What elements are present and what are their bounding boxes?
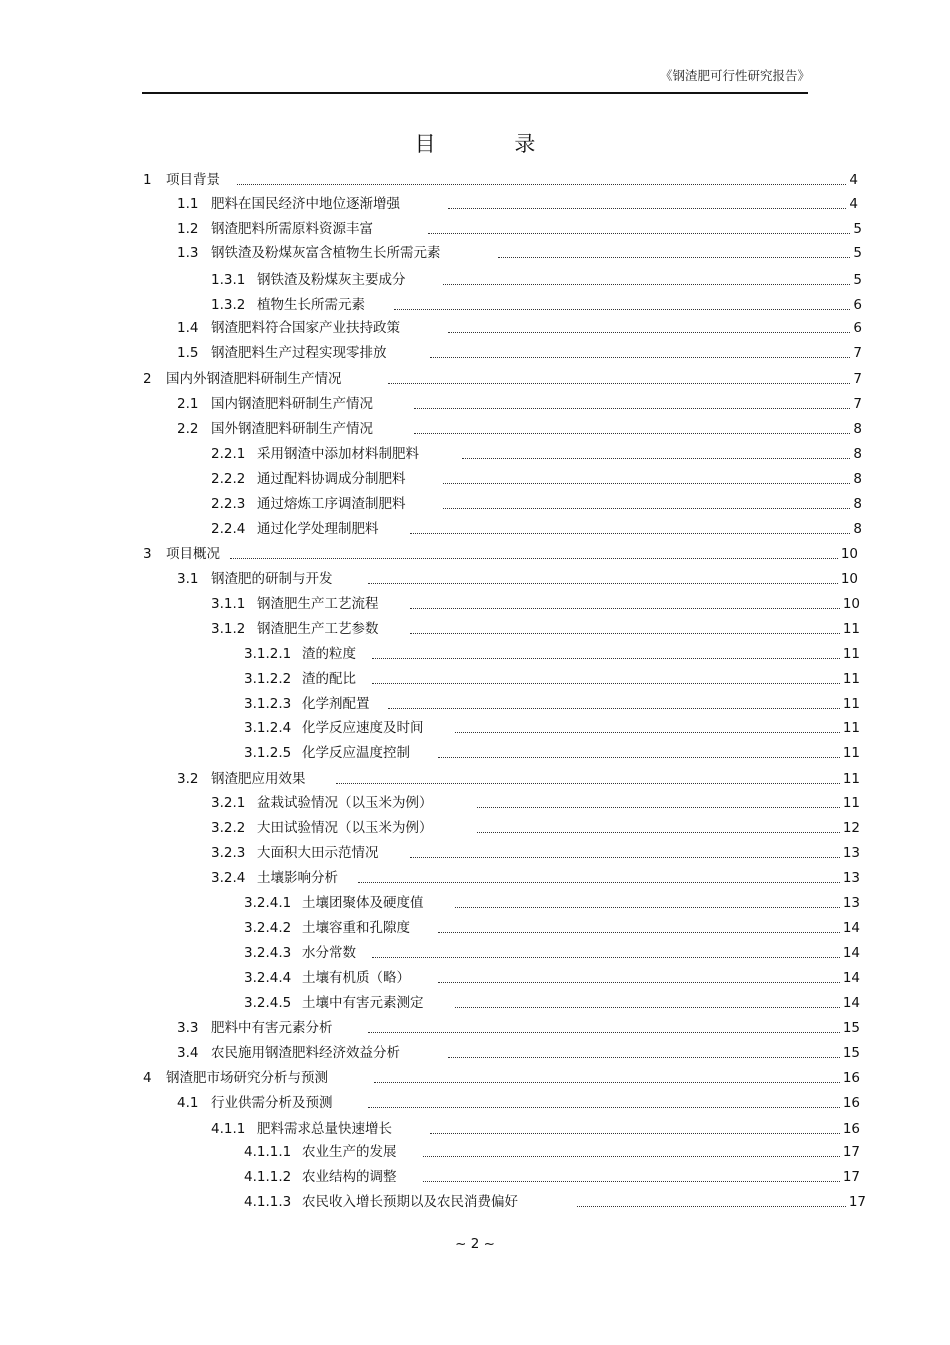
toc-entry-label: 肥料中有害元素分析 <box>211 1020 333 1036</box>
header-rule <box>142 92 808 94</box>
toc-entry-page: 7 <box>853 371 862 387</box>
toc-entry-number: 4.1.1 <box>211 1121 246 1137</box>
toc-leader-dots <box>448 332 850 333</box>
toc-entry-label: 钢铁渣及粉煤灰主要成分 <box>257 272 406 288</box>
toc-entry-number: 2 <box>143 371 152 387</box>
toc-leader-dots <box>394 309 850 310</box>
toc-entry-number: 3.2.4.4 <box>244 970 292 986</box>
toc-entry-page: 10 <box>840 546 858 562</box>
toc-entry <box>0 419 950 439</box>
toc-entry-label: 项目背景 <box>166 172 220 188</box>
toc-entry <box>0 644 950 664</box>
toc-entry-number: 1.5 <box>177 345 199 361</box>
toc-entry-page: 5 <box>853 221 862 237</box>
toc-entry <box>0 1119 950 1139</box>
toc-leader-dots <box>414 433 850 434</box>
toc-leader-dots <box>423 1156 840 1157</box>
toc-entry-number: 3.3 <box>177 1020 199 1036</box>
toc-entry-number: 3.2.4.1 <box>244 895 292 911</box>
toc-leader-dots <box>443 284 850 285</box>
toc-leader-dots <box>358 882 840 883</box>
toc-entry <box>0 318 950 338</box>
toc-leader-dots <box>438 757 840 758</box>
toc-entry-number: 3.1.2.2 <box>244 671 292 687</box>
toc-entry-label: 土壤影响分析 <box>257 870 338 886</box>
toc-entry-label: 农民施用钢渣肥料经济效益分析 <box>211 1045 400 1061</box>
toc-entry <box>0 843 950 863</box>
toc-leader-dots <box>374 1082 840 1083</box>
footer-page-number: ~ 2 ~ <box>455 1236 495 1252</box>
toc-entry <box>0 295 950 315</box>
toc-entry-number: 3.2 <box>177 771 199 787</box>
toc-entry-label: 土壤中有害元素测定 <box>302 995 424 1011</box>
toc-entry <box>0 594 950 614</box>
toc-entry-label: 农民收入增长预期以及农民消费偏好 <box>302 1194 518 1210</box>
toc-entry-label: 化学剂配置 <box>302 696 370 712</box>
toc-entry <box>0 769 950 789</box>
toc-entry <box>0 918 950 938</box>
toc-leader-dots <box>477 807 840 808</box>
toc-entry <box>0 818 950 838</box>
toc-entry-page: 11 <box>842 771 860 787</box>
toc-entry-number: 3 <box>143 546 152 562</box>
toc-entry-page: 16 <box>842 1121 860 1137</box>
toc-entry-number: 4.1.1.2 <box>244 1169 292 1185</box>
toc-title: 目 录 <box>414 132 572 156</box>
toc-entry <box>0 793 950 813</box>
toc-entry-page: 13 <box>842 895 860 911</box>
toc-entry-page: 5 <box>853 245 862 261</box>
toc-entry-number: 4.1.1.3 <box>244 1194 292 1210</box>
toc-entry-label: 采用钢渣中添加材料制肥料 <box>257 446 419 462</box>
toc-entry-page: 7 <box>853 345 862 361</box>
toc-entry-number: 3.2.2 <box>211 820 246 836</box>
toc-entry-label: 钢渣肥生产工艺流程 <box>257 596 379 612</box>
toc-entry <box>0 1192 950 1212</box>
toc-entry <box>0 968 950 988</box>
toc-leader-dots <box>368 1107 840 1108</box>
toc-entry-label: 钢渣肥生产工艺参数 <box>257 621 379 637</box>
toc-entry-number: 2.2.4 <box>211 521 246 537</box>
toc-entry-label: 化学反应温度控制 <box>302 745 410 761</box>
toc-entry-label: 通过化学处理制肥料 <box>257 521 379 537</box>
toc-entry-page: 10 <box>842 596 860 612</box>
toc-entry-page: 4 <box>849 172 858 188</box>
toc-entry-number: 1.3.1 <box>211 272 246 288</box>
toc-entry-page: 17 <box>842 1144 860 1160</box>
toc-leader-dots <box>388 383 850 384</box>
toc-leader-dots <box>462 458 850 459</box>
toc-entry-page: 16 <box>842 1070 860 1086</box>
toc-entry-number: 1.1 <box>177 196 199 212</box>
toc-leader-dots <box>438 982 840 983</box>
toc-entry-number: 2.2 <box>177 421 199 437</box>
toc-leader-dots <box>388 708 840 709</box>
toc-entry-number: 1 <box>143 172 152 188</box>
toc-entry-page: 11 <box>842 621 860 637</box>
toc-entry-label: 通过熔炼工序调渣制肥料 <box>257 496 406 512</box>
toc-leader-dots <box>430 357 850 358</box>
toc-entry-label: 钢铁渣及粉煤灰富含植物生长所需元素 <box>211 245 441 261</box>
toc-entry-label: 化学反应速度及时间 <box>302 720 424 736</box>
toc-entry-page: 17 <box>848 1194 866 1210</box>
toc-entry <box>0 444 950 464</box>
toc-entry-page: 4 <box>849 196 858 212</box>
toc-entry-number: 1.4 <box>177 320 199 336</box>
toc-entry-page: 14 <box>842 920 860 936</box>
toc-entry-label: 肥料在国民经济中地位逐渐增强 <box>211 196 400 212</box>
toc-entry <box>0 569 950 589</box>
toc-entry-page: 11 <box>842 696 860 712</box>
toc-leader-dots <box>455 907 840 908</box>
toc-entry-number: 3.2.4.2 <box>244 920 292 936</box>
toc-entry-page: 8 <box>853 496 862 512</box>
toc-entry-number: 3.1.2.5 <box>244 745 292 761</box>
toc-entry <box>0 219 950 239</box>
toc-entry-label: 钢渣肥料所需原料资源丰富 <box>211 221 373 237</box>
toc-entry-label: 行业供需分析及预测 <box>211 1095 333 1111</box>
toc-entry <box>0 993 950 1013</box>
toc-entry-number: 3.2.4 <box>211 870 246 886</box>
toc-leader-dots <box>372 658 840 659</box>
toc-entry <box>0 718 950 738</box>
toc-entry-number: 2.2.2 <box>211 471 246 487</box>
toc-entry-label: 钢渣肥的研制与开发 <box>211 571 333 587</box>
toc-entry-page: 6 <box>853 297 862 313</box>
toc-leader-dots <box>423 1181 840 1182</box>
toc-entry-page: 16 <box>842 1095 860 1111</box>
toc-leader-dots <box>230 558 838 559</box>
toc-entry-number: 3.1.2.1 <box>244 646 292 662</box>
toc-entry-label: 肥料需求总量快速增长 <box>257 1121 392 1137</box>
toc-entry-page: 14 <box>842 970 860 986</box>
toc-leader-dots <box>237 184 846 185</box>
toc-leader-dots <box>410 857 840 858</box>
toc-entry-page: 13 <box>842 845 860 861</box>
toc-entry <box>0 243 950 263</box>
toc-entry-page: 8 <box>853 521 862 537</box>
toc-leader-dots <box>368 583 838 584</box>
toc-leader-dots <box>414 408 850 409</box>
toc-entry-label: 大面积大田示范情况 <box>257 845 379 861</box>
toc-entry-label: 农业结构的调整 <box>302 1169 397 1185</box>
toc-entry-number: 3.2.1 <box>211 795 246 811</box>
toc-entry-label: 国内钢渣肥料研制生产情况 <box>211 396 373 412</box>
toc-entry <box>0 494 950 514</box>
toc-entry-label: 国内外钢渣肥料研制生产情况 <box>166 371 342 387</box>
toc-entry <box>0 868 950 888</box>
toc-leader-dots <box>577 1206 846 1207</box>
toc-entry-number: 2.2.1 <box>211 446 246 462</box>
toc-leader-dots <box>443 508 850 509</box>
toc-entry-number: 4.1 <box>177 1095 199 1111</box>
toc-entry-page: 12 <box>842 820 860 836</box>
toc-entry-label: 土壤有机质（略） <box>302 970 410 986</box>
toc-entry-label: 渣的配比 <box>302 671 356 687</box>
toc-entry-number: 3.1.2.4 <box>244 720 292 736</box>
toc-entry-number: 1.2 <box>177 221 199 237</box>
toc-entry <box>0 743 950 763</box>
toc-leader-dots <box>477 832 840 833</box>
toc-entry-label: 土壤容重和孔隙度 <box>302 920 410 936</box>
toc-entry <box>0 544 950 564</box>
toc-entry-label: 农业生产的发展 <box>302 1144 397 1160</box>
toc-entry <box>0 943 950 963</box>
toc-entry-label: 植物生长所需元素 <box>257 297 365 313</box>
toc-leader-dots <box>430 1133 840 1134</box>
toc-entry-page: 14 <box>842 945 860 961</box>
toc-entry-label: 国外钢渣肥料研制生产情况 <box>211 421 373 437</box>
toc-entry <box>0 170 950 190</box>
toc-leader-dots <box>410 533 850 534</box>
toc-entry-label: 通过配料协调成分制肥料 <box>257 471 406 487</box>
toc-leader-dots <box>443 483 850 484</box>
toc-entry-label: 项目概况 <box>166 546 220 562</box>
toc-entry-label: 钢渣肥应用效果 <box>211 771 306 787</box>
toc-entry-number: 3.2.3 <box>211 845 246 861</box>
toc-entry <box>0 343 950 363</box>
toc-entry-number: 3.2.4.5 <box>244 995 292 1011</box>
toc-entry-page: 8 <box>853 471 862 487</box>
toc-entry-label: 渣的粒度 <box>302 646 356 662</box>
toc-entry-page: 8 <box>853 421 862 437</box>
page-header-title: 《钢渣肥可行性研究报告》 <box>659 68 810 83</box>
toc-entry-page: 7 <box>853 396 862 412</box>
toc-entry-number: 2.1 <box>177 396 199 412</box>
toc-entry <box>0 619 950 639</box>
toc-leader-dots <box>410 633 840 634</box>
toc-entry-page: 10 <box>840 571 858 587</box>
toc-entry-page: 13 <box>842 870 860 886</box>
toc-entry-number: 1.3.2 <box>211 297 246 313</box>
toc-leader-dots <box>498 257 850 258</box>
toc-entry-number: 2.2.3 <box>211 496 246 512</box>
toc-entry <box>0 1093 950 1113</box>
toc-entry-label: 大田试验情况（以玉米为例） <box>257 820 433 836</box>
toc-leader-dots <box>455 1007 840 1008</box>
toc-entry-label: 钢渣肥料生产过程实现零排放 <box>211 345 387 361</box>
toc-entry-page: 15 <box>842 1020 860 1036</box>
toc-leader-dots <box>428 233 850 234</box>
toc-entry-label: 土壤团聚体及硬度值 <box>302 895 424 911</box>
toc-entry-page: 17 <box>842 1169 860 1185</box>
toc-entry-number: 3.1.2 <box>211 621 246 637</box>
toc-leader-dots <box>410 608 840 609</box>
toc-leader-dots <box>448 208 846 209</box>
toc-entry-number: 3.1.2.3 <box>244 696 292 712</box>
toc-entry <box>0 1142 950 1162</box>
toc-entry <box>0 1043 950 1063</box>
toc-entry <box>0 1018 950 1038</box>
toc-entry <box>0 469 950 489</box>
toc-entry <box>0 369 950 389</box>
toc-entry-label: 盆栽试验情况（以玉米为例） <box>257 795 433 811</box>
toc-entry <box>0 270 950 290</box>
toc-entry-number: 4.1.1.1 <box>244 1144 292 1160</box>
toc-entry-page: 11 <box>842 646 860 662</box>
toc-entry <box>0 194 950 214</box>
toc-entry-page: 11 <box>842 795 860 811</box>
toc-leader-dots <box>372 683 840 684</box>
toc-entry-number: 3.1.1 <box>211 596 246 612</box>
toc-entry-number: 3.1 <box>177 571 199 587</box>
toc-entry-number: 4 <box>143 1070 152 1086</box>
toc-entry <box>0 394 950 414</box>
toc-entry <box>0 694 950 714</box>
toc-entry <box>0 1068 950 1088</box>
toc-leader-dots <box>438 932 840 933</box>
toc-entry-page: 14 <box>842 995 860 1011</box>
toc-entry <box>0 519 950 539</box>
toc-entry-page: 6 <box>853 320 862 336</box>
toc-entry <box>0 669 950 689</box>
toc-entry <box>0 1167 950 1187</box>
toc-entry-number: 3.4 <box>177 1045 199 1061</box>
toc-entry-page: 11 <box>842 671 860 687</box>
toc-entry-number: 1.3 <box>177 245 199 261</box>
toc-entry-page: 11 <box>842 720 860 736</box>
toc-entry-page: 8 <box>853 446 862 462</box>
toc-entry-label: 水分常数 <box>302 945 356 961</box>
toc-leader-dots <box>372 957 840 958</box>
toc-leader-dots <box>368 1032 840 1033</box>
toc-entry-label: 钢渣肥料符合国家产业扶持政策 <box>211 320 400 336</box>
toc-entry-label: 钢渣肥市场研究分析与预测 <box>166 1070 328 1086</box>
toc-entry-page: 11 <box>842 745 860 761</box>
toc-entry-page: 15 <box>842 1045 860 1061</box>
toc-entry-page: 5 <box>853 272 862 288</box>
toc-leader-dots <box>448 1057 840 1058</box>
toc-entry <box>0 893 950 913</box>
toc-leader-dots <box>336 783 840 784</box>
toc-entry-number: 3.2.4.3 <box>244 945 292 961</box>
toc-leader-dots <box>455 732 840 733</box>
